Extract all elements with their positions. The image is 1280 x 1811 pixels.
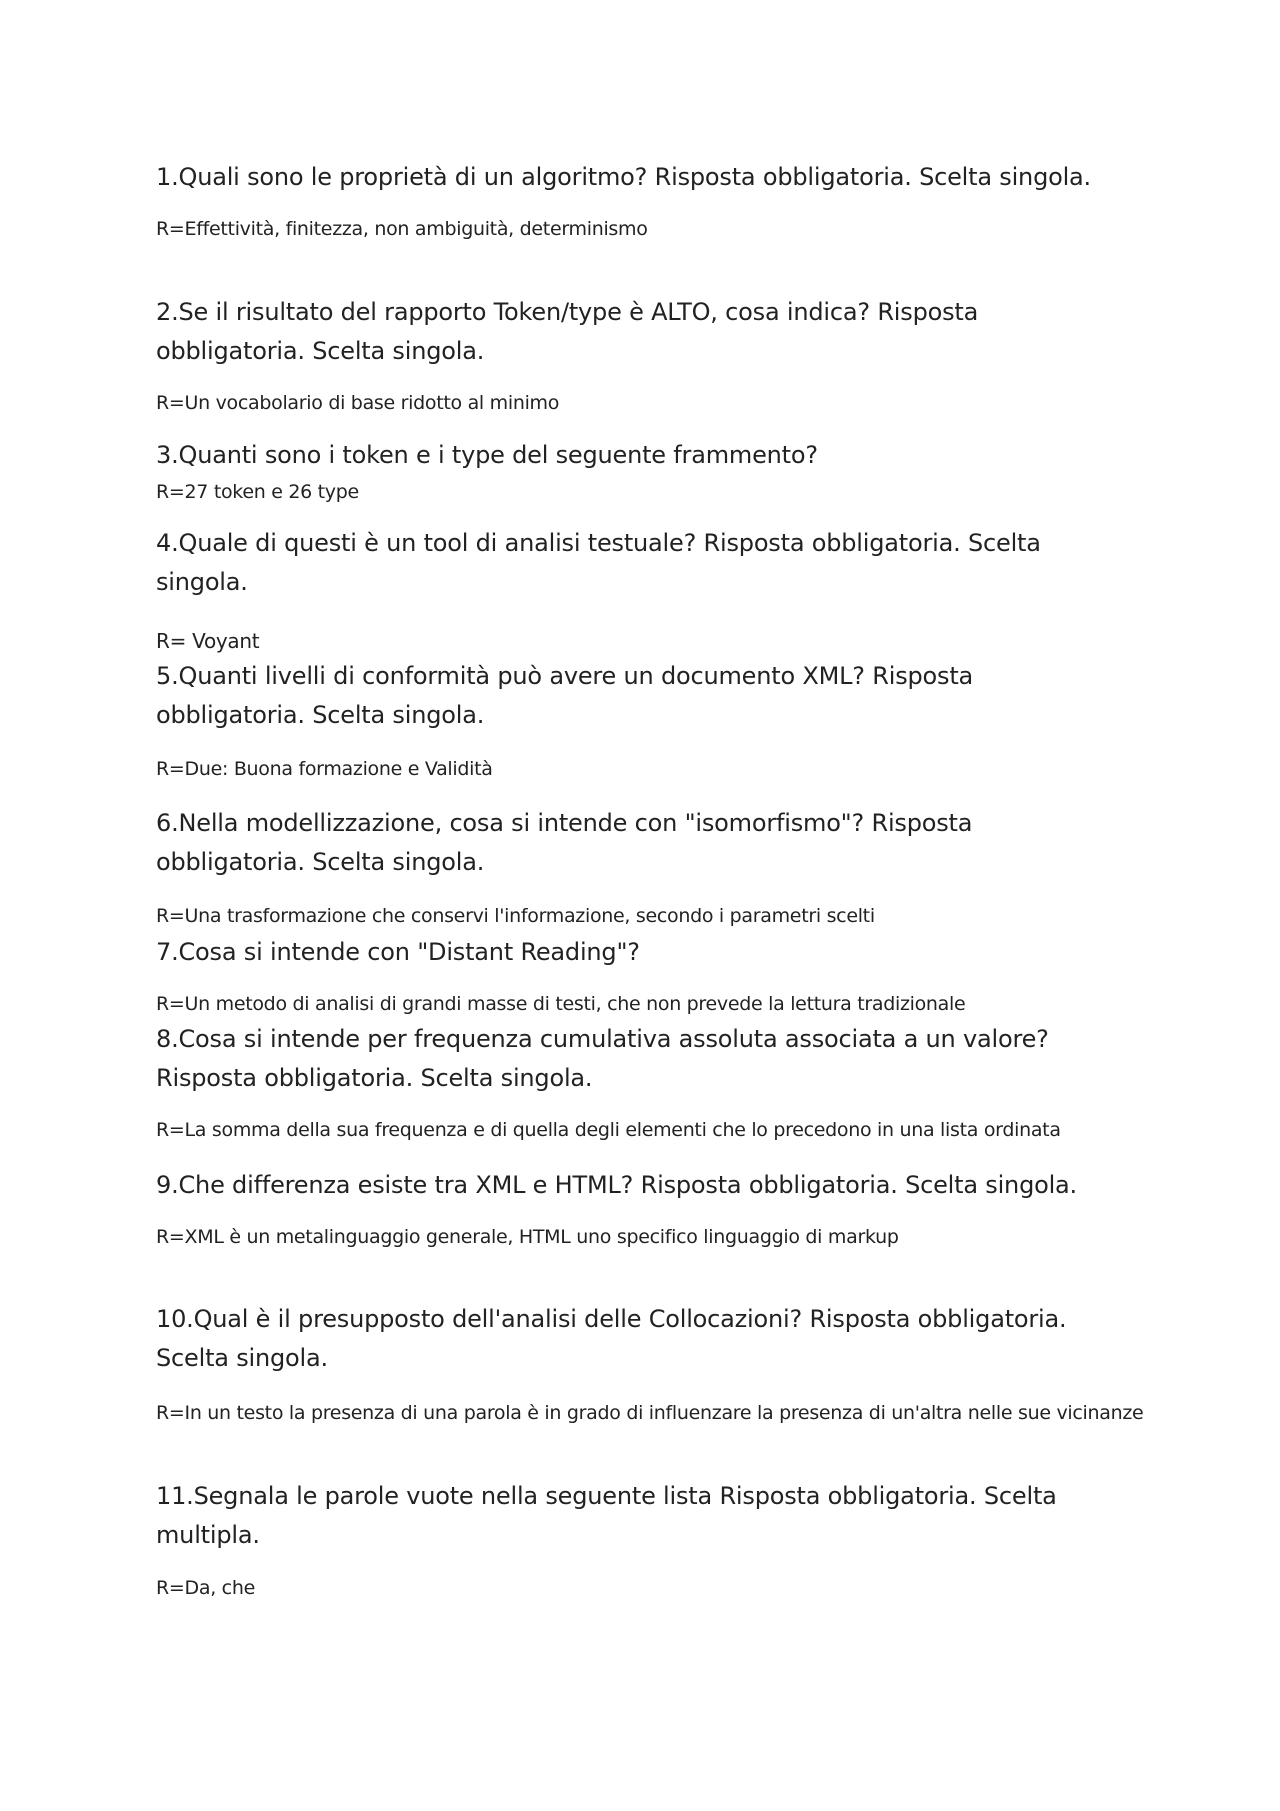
- answer-3: R=27 token e 26 type: [156, 481, 359, 503]
- answer-1: R=Effettività, finitezza, non ambiguità, determinismo: [156, 218, 648, 240]
- answer-2: R=Un vocabolario di base ridotto al minimo: [156, 392, 560, 414]
- answer-6: R=Una trasformazione che conservi l'informazione, secondo i parametri scelti: [156, 905, 875, 927]
- answer-10: R=In un testo la presenza di una parola è in grado di influenzare la presenza di un'altra nelle sue vicinanze: [156, 1402, 1144, 1424]
- question-2: 2.Se il risultato del rapporto Token/type è ALTO, cosa indica? Risposta obbligatoria. Scelta singola.: [156, 298, 979, 365]
- answer-8: R=La somma della sua frequenza e di quella degli elementi che lo precedono in una lista ordinata: [156, 1119, 1061, 1141]
- answer-7: R=Un metodo di analisi di grandi masse di testi, che non prevede la lettura tradizionale: [156, 993, 966, 1015]
- question-11: 11.Segnala le parole vuote nella seguente lista Risposta obbligatoria. Scelta multipla.: [156, 1482, 1057, 1549]
- question-4: 4.Quale di questi è un tool di analisi testuale? Risposta obbligatoria. Scelta singola.: [156, 529, 1041, 596]
- question-7: 7.Cosa si intende con "Distant Reading"?: [156, 938, 640, 966]
- answer-9: R=XML è un metalinguaggio generale, HTML uno specifico linguaggio di markup: [156, 1226, 899, 1248]
- question-9: 9.Che differenza esiste tra XML e HTML? Risposta obbligatoria. Scelta singola.: [156, 1171, 1077, 1199]
- question-5: 5.Quanti livelli di conformità può avere un documento XML? Risposta obbligatoria. Scelta singola.: [156, 662, 974, 729]
- question-6: 6.Nella modellizzazione, cosa si intende con "isomorfismo"? Risposta obbligatoria. Scelta singola.: [156, 809, 973, 876]
- answer-4: R= Voyant: [156, 629, 260, 653]
- answer-5: R=Due: Buona formazione e Validità: [156, 758, 493, 780]
- question-8: 8.Cosa si intende per frequenza cumulativa assoluta associata a un valore? Risposta obbligatoria. Scelta singola.: [156, 1025, 1049, 1092]
- question-3: 3.Quanti sono i token e i type del seguente frammento?: [156, 441, 818, 469]
- question-10: 10.Qual è il presupposto dell'analisi delle Collocazioni? Risposta obbligatoria. Scelta singola.: [156, 1305, 1067, 1372]
- answer-11: R=Da, che: [156, 1577, 255, 1599]
- question-1: 1.Quali sono le proprietà di un algoritmo? Risposta obbligatoria. Scelta singola.: [156, 163, 1091, 191]
